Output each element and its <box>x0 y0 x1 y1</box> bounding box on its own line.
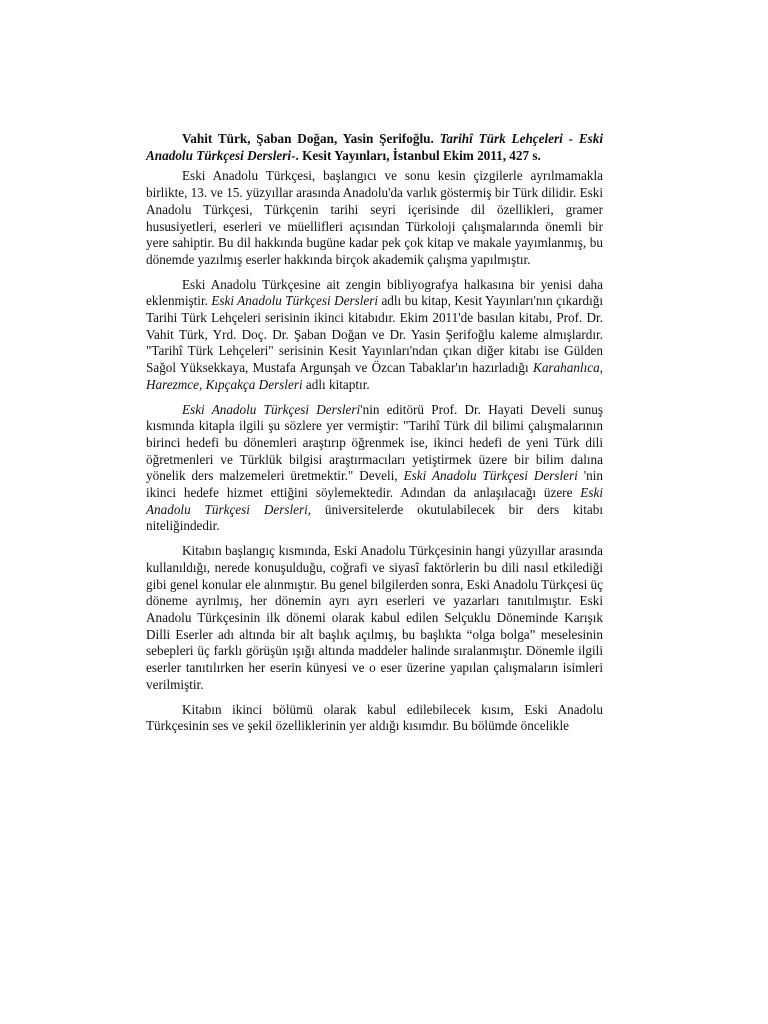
citation-authors: Vahit Türk, Şaban Doğan, Yasin Şerifoğlu. <box>182 131 440 146</box>
paragraph-3-book-title-a: Eski Anadolu Türkçesi Dersleri <box>182 401 361 417</box>
paragraph-5: Kitabın ikinci bölümü olarak kabul edilebilecek kısım, Eski Anadolu Türkçesinin ses ve şekil özelliklerinin yer aldığı kısımdır. Bu bölümde öncelikle <box>146 701 603 734</box>
paragraph-3-book-title-c: Eski Anadolu Türkçesi Dersleri <box>403 468 578 484</box>
paragraph-2-text-c: adlı bu kitap, Kesit Yayınları'nın çıkardığı Tarihi Türk Lehçeleri serisinin ikinci kitabıdır. Ekim 2011'de basılan kitabı, Prof. Dr. Vahit Türk, Yrd. Doç. Dr. Şaban Doğan ve Dr. Yasin Şerifoğlu kaleme almışlardır. "Tarihî Türk Lehçeleri" serisinin Kesit Yayınları'ndan çıkan diğer kitabı ise Gülden Sağol Yüksekkaya, Mustafa Argunşah ve Özcan Tabaklar'ın hazırladığı <box>146 293 603 376</box>
paragraph-2-text-e: adlı kitaptır. <box>302 376 370 392</box>
paragraph-4: Kitabın başlangıç kısmında, Eski Anadolu Türkçesinin hangi yüzyıllar arasında kullanıldığı, nerede konuşulduğu, coğrafi ve siyasî faktörlerin bu dili nasıl etkilediği gibi genel konular ele alınmıştır. Bu genel bilgilerden sonra, Eski Anadolu Türkçesi üç döneme ayrılmış, her dönemin ayrı ayrı eserleri ve yazarları tanıtılmıştır. Eski Anadolu Türkçesinin ilk dönemi olarak kabul edilen Selçuklu Döneminde Karışık Dilli Eserler adı altında bir alt başlık açılmış, bu başlıkta “olga bolga” meselesinin sebepleri üç farklı görüşün ışığı altında maddeler halinde sıralanmıştır. Dönemle ilgili eserler tanıtılırken her eserin künyesi ve o eser üzerine yapılan çalışmaların isimleri verilmiştir. <box>146 543 603 692</box>
citation-book-title: Tarihî Türk Lehçeleri - Eski Anadolu Türkçesi Dersleri- <box>146 131 604 163</box>
paragraph-3-text-b: 'nin editörü Prof. Dr. Hayati Develi sunuş kısmında kitapla ilgili şu sözlere yer vermiştir: "Tarihî Türk dil bilimi çalışmalarının birinci hedefi bu dönemleri araştırıp öğrenmek ise, ikinci hedefi de yeni Türk dili öğretmenleri ve Türklük bilgisi araştırmacıları yetiştirmek üzere bir bilim dalına yönelik ders malzemeleri üretmektir." Develi, <box>146 401 604 484</box>
paragraph-3-text-d: 'nin ikinci hedefe hizmet ettiğini söylemektedir. Adından da anlaşılacağı üzere <box>146 468 603 501</box>
book-citation <box>146 131 603 164</box>
paragraph-2-text-a: Eski Anadolu Türkçesine ait zengin bibliyografya halkasına bir yenisi daha eklenmiştir. <box>146 276 603 309</box>
document-page <box>146 131 603 743</box>
citation-publisher: . Kesit Yayınları, İstanbul Ekim 2011, 427 s. <box>295 147 541 163</box>
paragraph-3-book-title-e: Eski Anadolu Türkçesi Dersleri <box>146 485 603 517</box>
paragraph-3 <box>146 402 603 536</box>
paragraph-1: Eski Anadolu Türkçesi, başlangıcı ve sonu kesin çizgilerle ayrılmamakla birlikte, 13. ve 15. yüzyıllar arasında Anadolu'da varlık göstermiş bir Türk dilidir. Eski Anadolu Türkçesi, Türkçenin tarihi seyri içerisinde dil özellikleri, gramer hususiyetleri, eserleri ve müellifleri açısından Türkoloji çalışmalarında önemli bir yere sahiptir. Bu dil hakkında bugüne kadar pek çok kitap ve makale yayımlanmış, bu dönemde yazılmış eserler hakkında birçok akademik çalışma yapılmıştır. <box>146 168 604 267</box>
paragraph-2 <box>146 277 603 394</box>
paragraph-3-text-f: , üniversitelerde okutulabilecek bir ders kitabı niteliğindedir. <box>146 501 603 534</box>
paragraph-2-other-book-title: Karahanlıca, Harezmce, Kıpçakça Dersleri <box>146 360 603 392</box>
paragraph-2-book-title: Eski Anadolu Türkçesi Dersleri <box>211 293 379 309</box>
